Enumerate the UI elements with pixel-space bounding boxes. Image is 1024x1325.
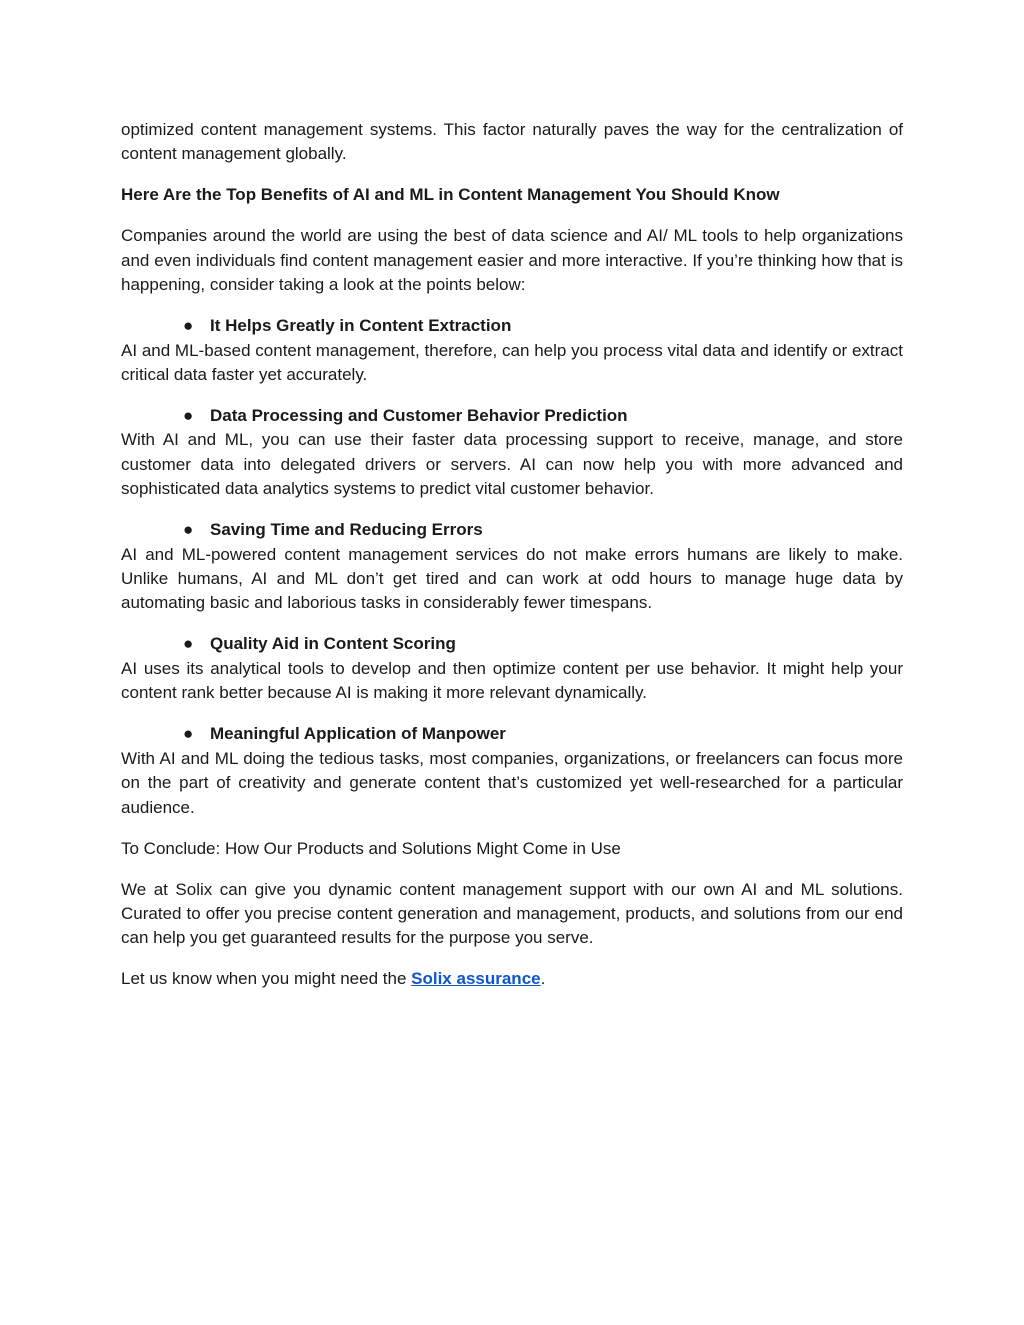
benefit-body: AI uses its analytical tools to develop and then optimize content per use behavior. It might help your content rank better because AI is making it more relevant dynamically.	[121, 658, 903, 703]
benefit-item	[121, 314, 903, 387]
benefit-item	[121, 632, 903, 705]
solix-assurance-link[interactable]: Solix assurance	[411, 969, 541, 989]
benefit-title-row	[121, 632, 903, 656]
benefit-title: Data Processing and Customer Behavior Prediction	[210, 406, 628, 426]
benefit-item	[121, 722, 903, 820]
bullet-icon: ●	[183, 520, 194, 540]
bullet-icon: ●	[183, 316, 194, 336]
bullet-icon: ●	[183, 406, 194, 426]
benefit-title-row	[121, 518, 903, 542]
bullet-icon: ●	[183, 724, 194, 744]
benefit-title: Saving Time and Reducing Errors	[210, 520, 483, 540]
closing-line	[121, 967, 903, 991]
benefit-title-row	[121, 314, 903, 338]
benefit-title-row	[121, 404, 903, 428]
conclusion-paragraph: We at Solix can give you dynamic content management support with our own AI and ML solutions. Curated to offer you precise content generation and management, products, and solutions from our end can help you get guaranteed results for the purpose you serve.	[121, 879, 903, 948]
lead-paragraph: Companies around the world are using the best of data science and AI/ ML tools to help organizations and even individuals find content management easier and more interactive. If you’re thinking how that is happening, consider taking a look at the points below:	[121, 226, 903, 295]
closing-suffix: .	[540, 969, 546, 989]
intro-paragraph: optimized content management systems. This factor naturally paves the way for the centralization of content management globally.	[121, 120, 903, 164]
benefit-body: With AI and ML, you can use their faster data processing support to receive, manage, and store customer data into delegated drivers or servers. AI can now help you with more advanced and sophisticated data analytics systems to predict vital customer behavior.	[121, 430, 903, 499]
document-page	[121, 118, 903, 1008]
benefit-body: AI and ML-powered content management services do not make errors humans are likely to make. Unlike humans, AI and ML don’t get tired and can work at odd hours to manage huge data by automating basic and laborious tasks in considerably fewer timespans.	[121, 544, 903, 613]
benefit-body: AI and ML-based content management, therefore, can help you process vital data and identify or extract critical data faster yet accurately.	[121, 340, 903, 385]
conclusion-heading: To Conclude: How Our Products and Solutions Might Come in Use	[121, 838, 621, 858]
benefit-item	[121, 404, 903, 502]
closing-prefix: Let us know when you might need the	[121, 969, 412, 989]
benefit-item	[121, 518, 903, 616]
benefit-title: It Helps Greatly in Content Extraction	[210, 316, 512, 336]
benefit-title: Quality Aid in Content Scoring	[210, 634, 456, 654]
benefit-title-row	[121, 722, 903, 746]
benefit-title: Meaningful Application of Manpower	[210, 724, 506, 744]
bullet-icon: ●	[183, 634, 194, 654]
section-heading: Here Are the Top Benefits of AI and ML in Content Management You Should Know	[121, 185, 780, 205]
benefit-body: With AI and ML doing the tedious tasks, most companies, organizations, or freelancers can focus more on the part of creativity and generate content that’s customized yet well-researched for a particular audience.	[121, 748, 903, 817]
